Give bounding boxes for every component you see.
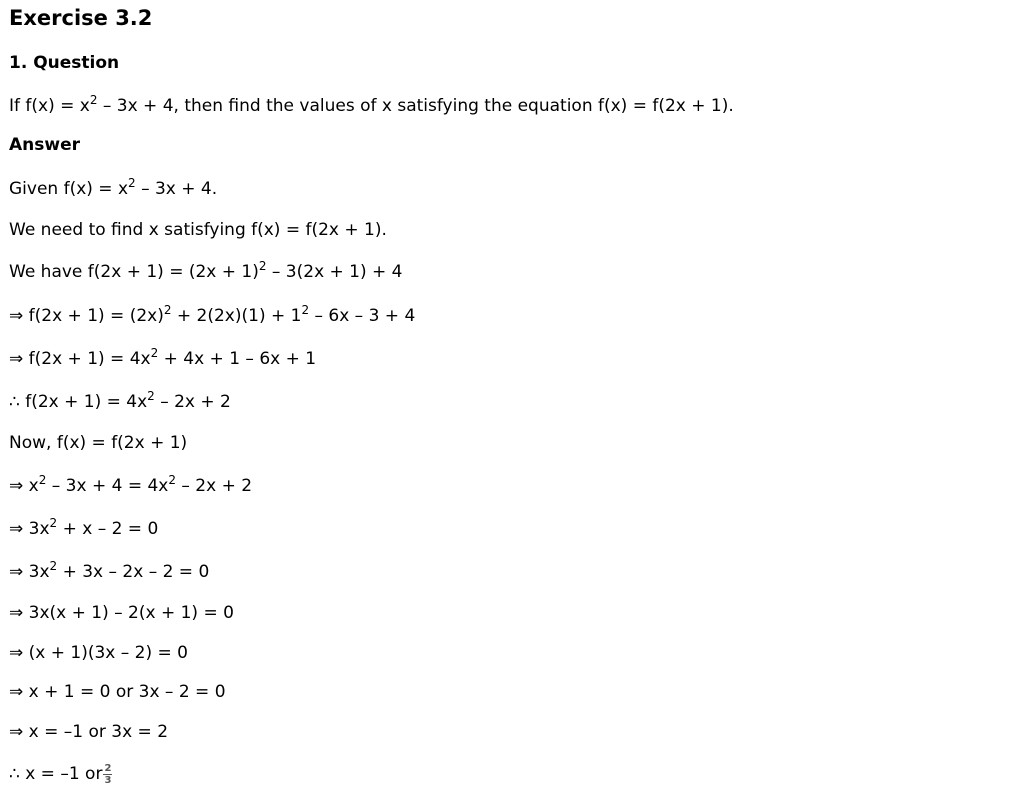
fraction-numerator: 2 [104, 762, 112, 774]
answer-line: We need to find x satisfying f(x) = f(2x + 1). [9, 220, 387, 240]
answer-line: ∴ $f(2x + 1) = 4x^2 - 2x + 2$ [9, 389, 231, 412]
answer-line: ⇒ 3x(x + 1) – 2(x + 1) = 0 [9, 603, 234, 623]
answer-line: ⇒ x + 1 = 0 or 3x – 2 = 0 [9, 682, 226, 702]
exercise-title: Exercise 3.2 [9, 6, 153, 30]
final-answer-line: ∴ x = –1 or $\frac{2}{3}$ [9, 762, 112, 786]
answer-line: ⇒ x = –1 or 3x = 2 [9, 722, 169, 742]
answer-line: Given $f(x) = x^2 - 3x + 4$. [9, 176, 218, 199]
answer-line: ⇒ $x^2 - 3x + 4 = 4x^2 - 2x + 2$ [9, 473, 253, 496]
question-heading: 1. Question [9, 53, 120, 73]
answer-line: Now, f(x) = f(2x + 1) [9, 433, 188, 453]
answer-line: ⇒ (x + 1)(3x – 2) = 0 [9, 643, 188, 663]
answer-line: We have $f(2x + 1) = (2x + 1)^2 - 3(2x + 1) + 4$ [9, 259, 403, 282]
answer-line: ⇒ $f(2x + 1) = 4x^2 + 4x + 1 - 6x + 1$ [9, 346, 317, 369]
question-text: If $f(x) = x^2 - 3x + 4$, then find the values of x satisfying the equation f(x) = f(2x + 1). [9, 93, 734, 116]
fraction-denominator: 3 [104, 774, 112, 786]
fraction [103, 763, 112, 786]
answer-line: ⇒ $3x^2 + 3x - 2x - 2 = 0$ [9, 559, 210, 582]
answer-line: ⇒ $3x^2 + x - 2 = 0$ [9, 516, 159, 539]
answer-heading: Answer [9, 135, 80, 155]
answer-line: ⇒ $f(2x + 1) = (2x)^2 + 2(2x)(1) + 1^2 - 6x - 3 + 4$ [9, 303, 416, 326]
